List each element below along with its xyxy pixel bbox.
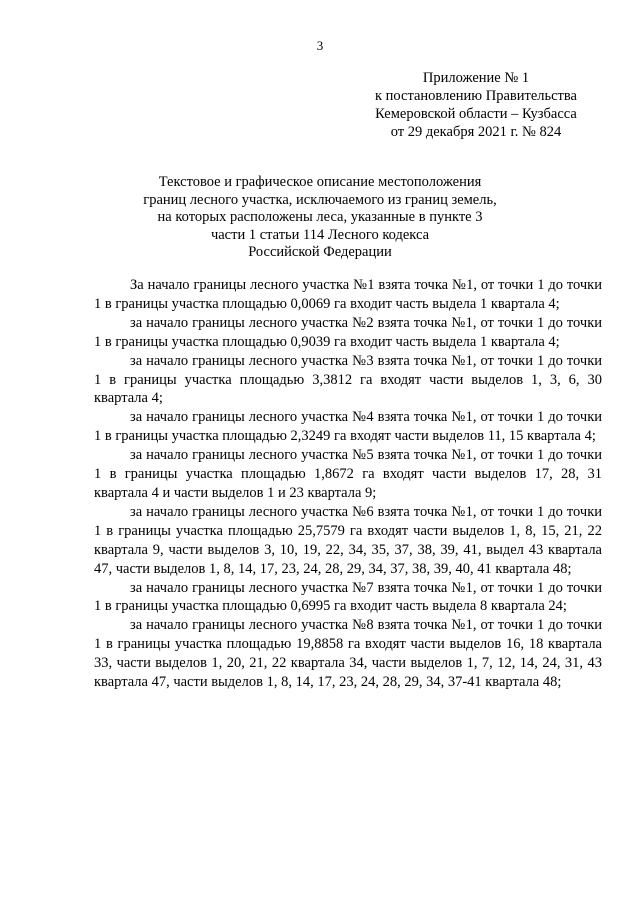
appendix-line: Приложение № 1 xyxy=(422,70,530,86)
appendix-line: к постановлению Правительства xyxy=(375,88,577,104)
title-line: Российской Федерации xyxy=(248,244,392,260)
page-number: 3 xyxy=(316,38,324,53)
body-paragraph: за начало границы лесного участка №4 взята точка №1, от точки 1 до точки 1 в границы участка площадью 2,3249 га входят части выделов 11, 15 квартала 4; xyxy=(94,409,602,445)
appendix-line: Кемеровской области – Кузбасса xyxy=(375,106,577,122)
body-paragraph: за начало границы лесного участка №7 взята точка №1, от точки 1 до точки 1 в границы участка площадью 0,6995 га входит часть выдела 8 квартала 24; xyxy=(94,579,602,615)
document-body xyxy=(94,276,602,692)
body-paragraph: за начало границы лесного участка №6 взята точка №1, от точки 1 до точки 1 в границы участка площадью 25,7579 га входят части выделов 1, 8, 15, 21, 22 квартала 9, части выделов 3, 10, 19, 22, 34, 35, 37, 38, 39, 41, выдел 43 квартала 47, части выделов 1, 8, 14, 17, 23, 24, 28, 29, 34, 37, 38, 39, 40, 41 квартала 48; xyxy=(94,503,602,577)
title-line: Текстовое и графическое описание местоположения xyxy=(158,174,482,190)
body-paragraph: За начало границы лесного участка №1 взята точка №1, от точки 1 до точки 1 в границы участка площадью 0,0069 га входит часть выдела 1 квартала 4; xyxy=(94,277,602,312)
body-paragraph: за начало границы лесного участка №8 взята точка №1, от точки 1 до точки 1 в границы участка площадью 19,8858 га входят части выделов 16, 18 квартала 33, части выделов 1, 20, 21, 22 квартала 34, части выделов 1, 7, 12, 14, 24, 31, 43 квартала 47, части выделов 1, 8, 14, 17, 23, 24, 28, 29, 34, 37-41 квартала 48; xyxy=(94,617,602,691)
body-paragraph: за начало границы лесного участка №3 взята точка №1, от точки 1 до точки 1 в границы участка площадью 3,3812 га входят части выделов 1, 3, 6, 30 квартала 4; xyxy=(94,352,602,407)
document-title xyxy=(60,174,580,262)
title-line: части 1 статьи 114 Лесного кодекса xyxy=(210,226,430,243)
title-line: на которых расположены леса, указанные в пункте 3 xyxy=(157,209,483,225)
title-line: границ лесного участка, исключаемого из границ земель, xyxy=(143,191,497,208)
appendix-header xyxy=(356,69,596,141)
body-paragraph: за начало границы лесного участка №2 взята точка №1, от точки 1 до точки 1 в границы участка площадью 0,9039 га входит часть выдела 1 квартала 4; xyxy=(94,314,602,350)
appendix-line: от 29 декабря 2021 г. № 824 xyxy=(390,124,562,140)
body-paragraph: за начало границы лесного участка №5 взята точка №1, от точки 1 до точки 1 в границы участка площадью 1,8672 га входят части выделов 17, 28, 31 квартала 4 и части выделов 1 и 23 квартала 9; xyxy=(94,447,602,501)
